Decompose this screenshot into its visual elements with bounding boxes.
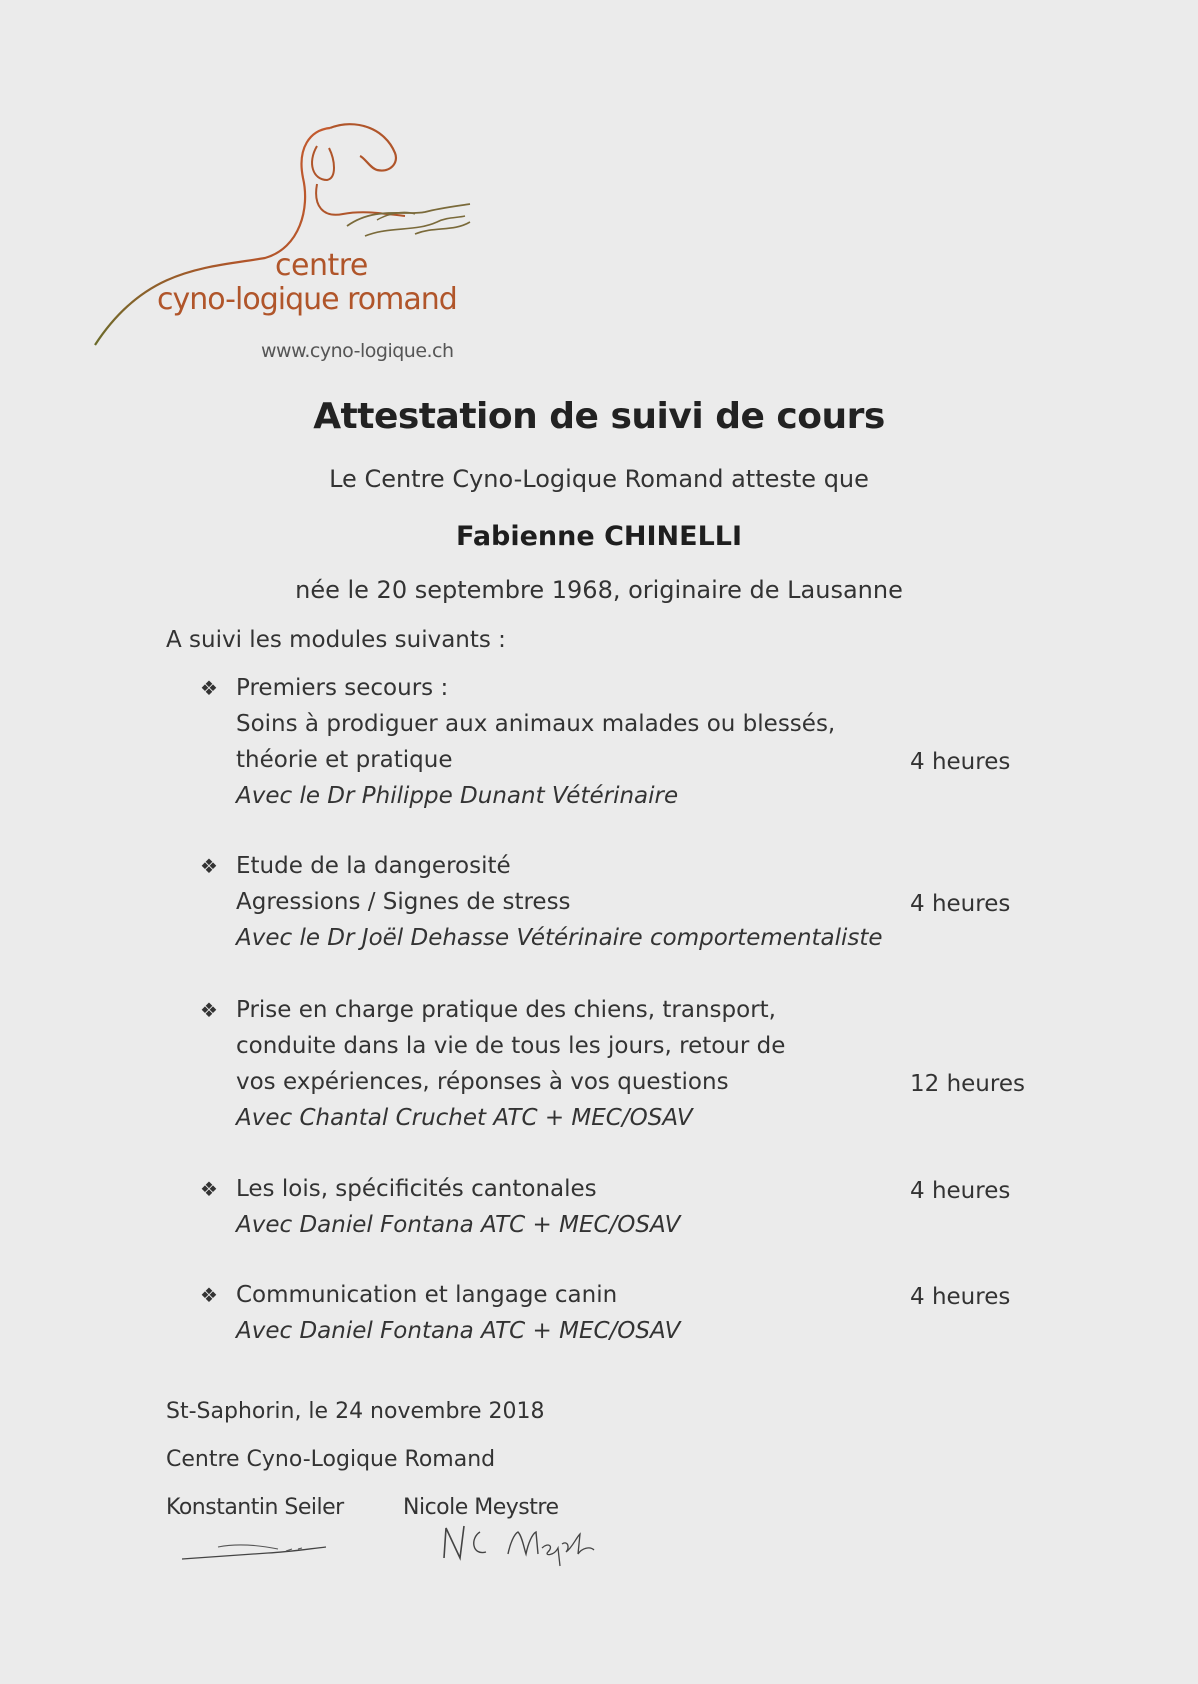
place-date: St-Saphorin, le 24 novembre 2018 <box>166 1399 545 1424</box>
module-hours: 12 heures <box>910 1071 1025 1097</box>
module-line: vos expériences, réponses à vos questions <box>236 1069 729 1095</box>
module-line: Etude de la dangerosité <box>236 853 511 879</box>
logo-text-name: cyno-logique romand <box>157 282 457 317</box>
signatory-2-name: Nicole Meystre <box>403 1495 559 1520</box>
module-line: Prise en charge pratique des chiens, transport, <box>236 997 776 1023</box>
module-line: Agressions / Signes de stress <box>236 889 571 915</box>
module-hours: 4 heures <box>910 749 1011 775</box>
module-line: théorie et pratique <box>236 747 453 773</box>
dog-logo-icon <box>85 118 515 368</box>
modules-heading: A suivi les modules suivants : <box>166 627 506 653</box>
intro-text: Le Centre Cyno-Logique Romand atteste que <box>329 465 869 493</box>
signature-1 <box>178 1535 338 1565</box>
signature-2 <box>430 1518 620 1578</box>
module-line: conduite dans la vie de tous les jours, retour de <box>236 1033 786 1059</box>
diamond-bullet-icon: ❖ <box>200 1283 218 1307</box>
logo <box>85 118 515 368</box>
diamond-bullet-icon: ❖ <box>200 854 218 878</box>
module-hours: 4 heures <box>910 891 1011 917</box>
diamond-bullet-icon: ❖ <box>200 998 218 1022</box>
module-hours: 4 heures <box>910 1284 1011 1310</box>
module-instructor: Avec Daniel Fontana ATC + MEC/OSAV <box>236 1212 681 1238</box>
signatory-1-name: Konstantin Seiler <box>166 1495 344 1520</box>
diamond-bullet-icon: ❖ <box>200 676 218 700</box>
module-line: Soins à prodiguer aux animaux malades ou blessés, <box>236 711 836 737</box>
logo-text-centre: centre <box>275 248 368 283</box>
module-instructor: Avec le Dr Joël Dehasse Vétérinaire comportementaliste <box>236 925 883 951</box>
person-name: Fabienne CHINELLI <box>455 521 743 552</box>
module-line: Les lois, spécificités cantonales <box>236 1176 597 1202</box>
module-instructor: Avec le Dr Philippe Dunant Vétérinaire <box>236 783 679 809</box>
module-instructor: Avec Daniel Fontana ATC + MEC/OSAV <box>236 1318 681 1344</box>
module-hours: 4 heures <box>910 1178 1011 1204</box>
module-line: Premiers secours : <box>236 675 449 701</box>
page-title: Attestation de suivi de cours <box>313 396 885 437</box>
logo-url: www.cyno-logique.ch <box>261 340 454 362</box>
module-line: Communication et langage canin <box>236 1282 618 1308</box>
diamond-bullet-icon: ❖ <box>200 1177 218 1201</box>
module-instructor: Avec Chantal Cruchet ATC + MEC/OSAV <box>236 1105 693 1131</box>
birth-info: née le 20 septembre 1968, originaire de Lausanne <box>295 576 903 604</box>
organization-name: Centre Cyno-Logique Romand <box>166 1447 496 1472</box>
